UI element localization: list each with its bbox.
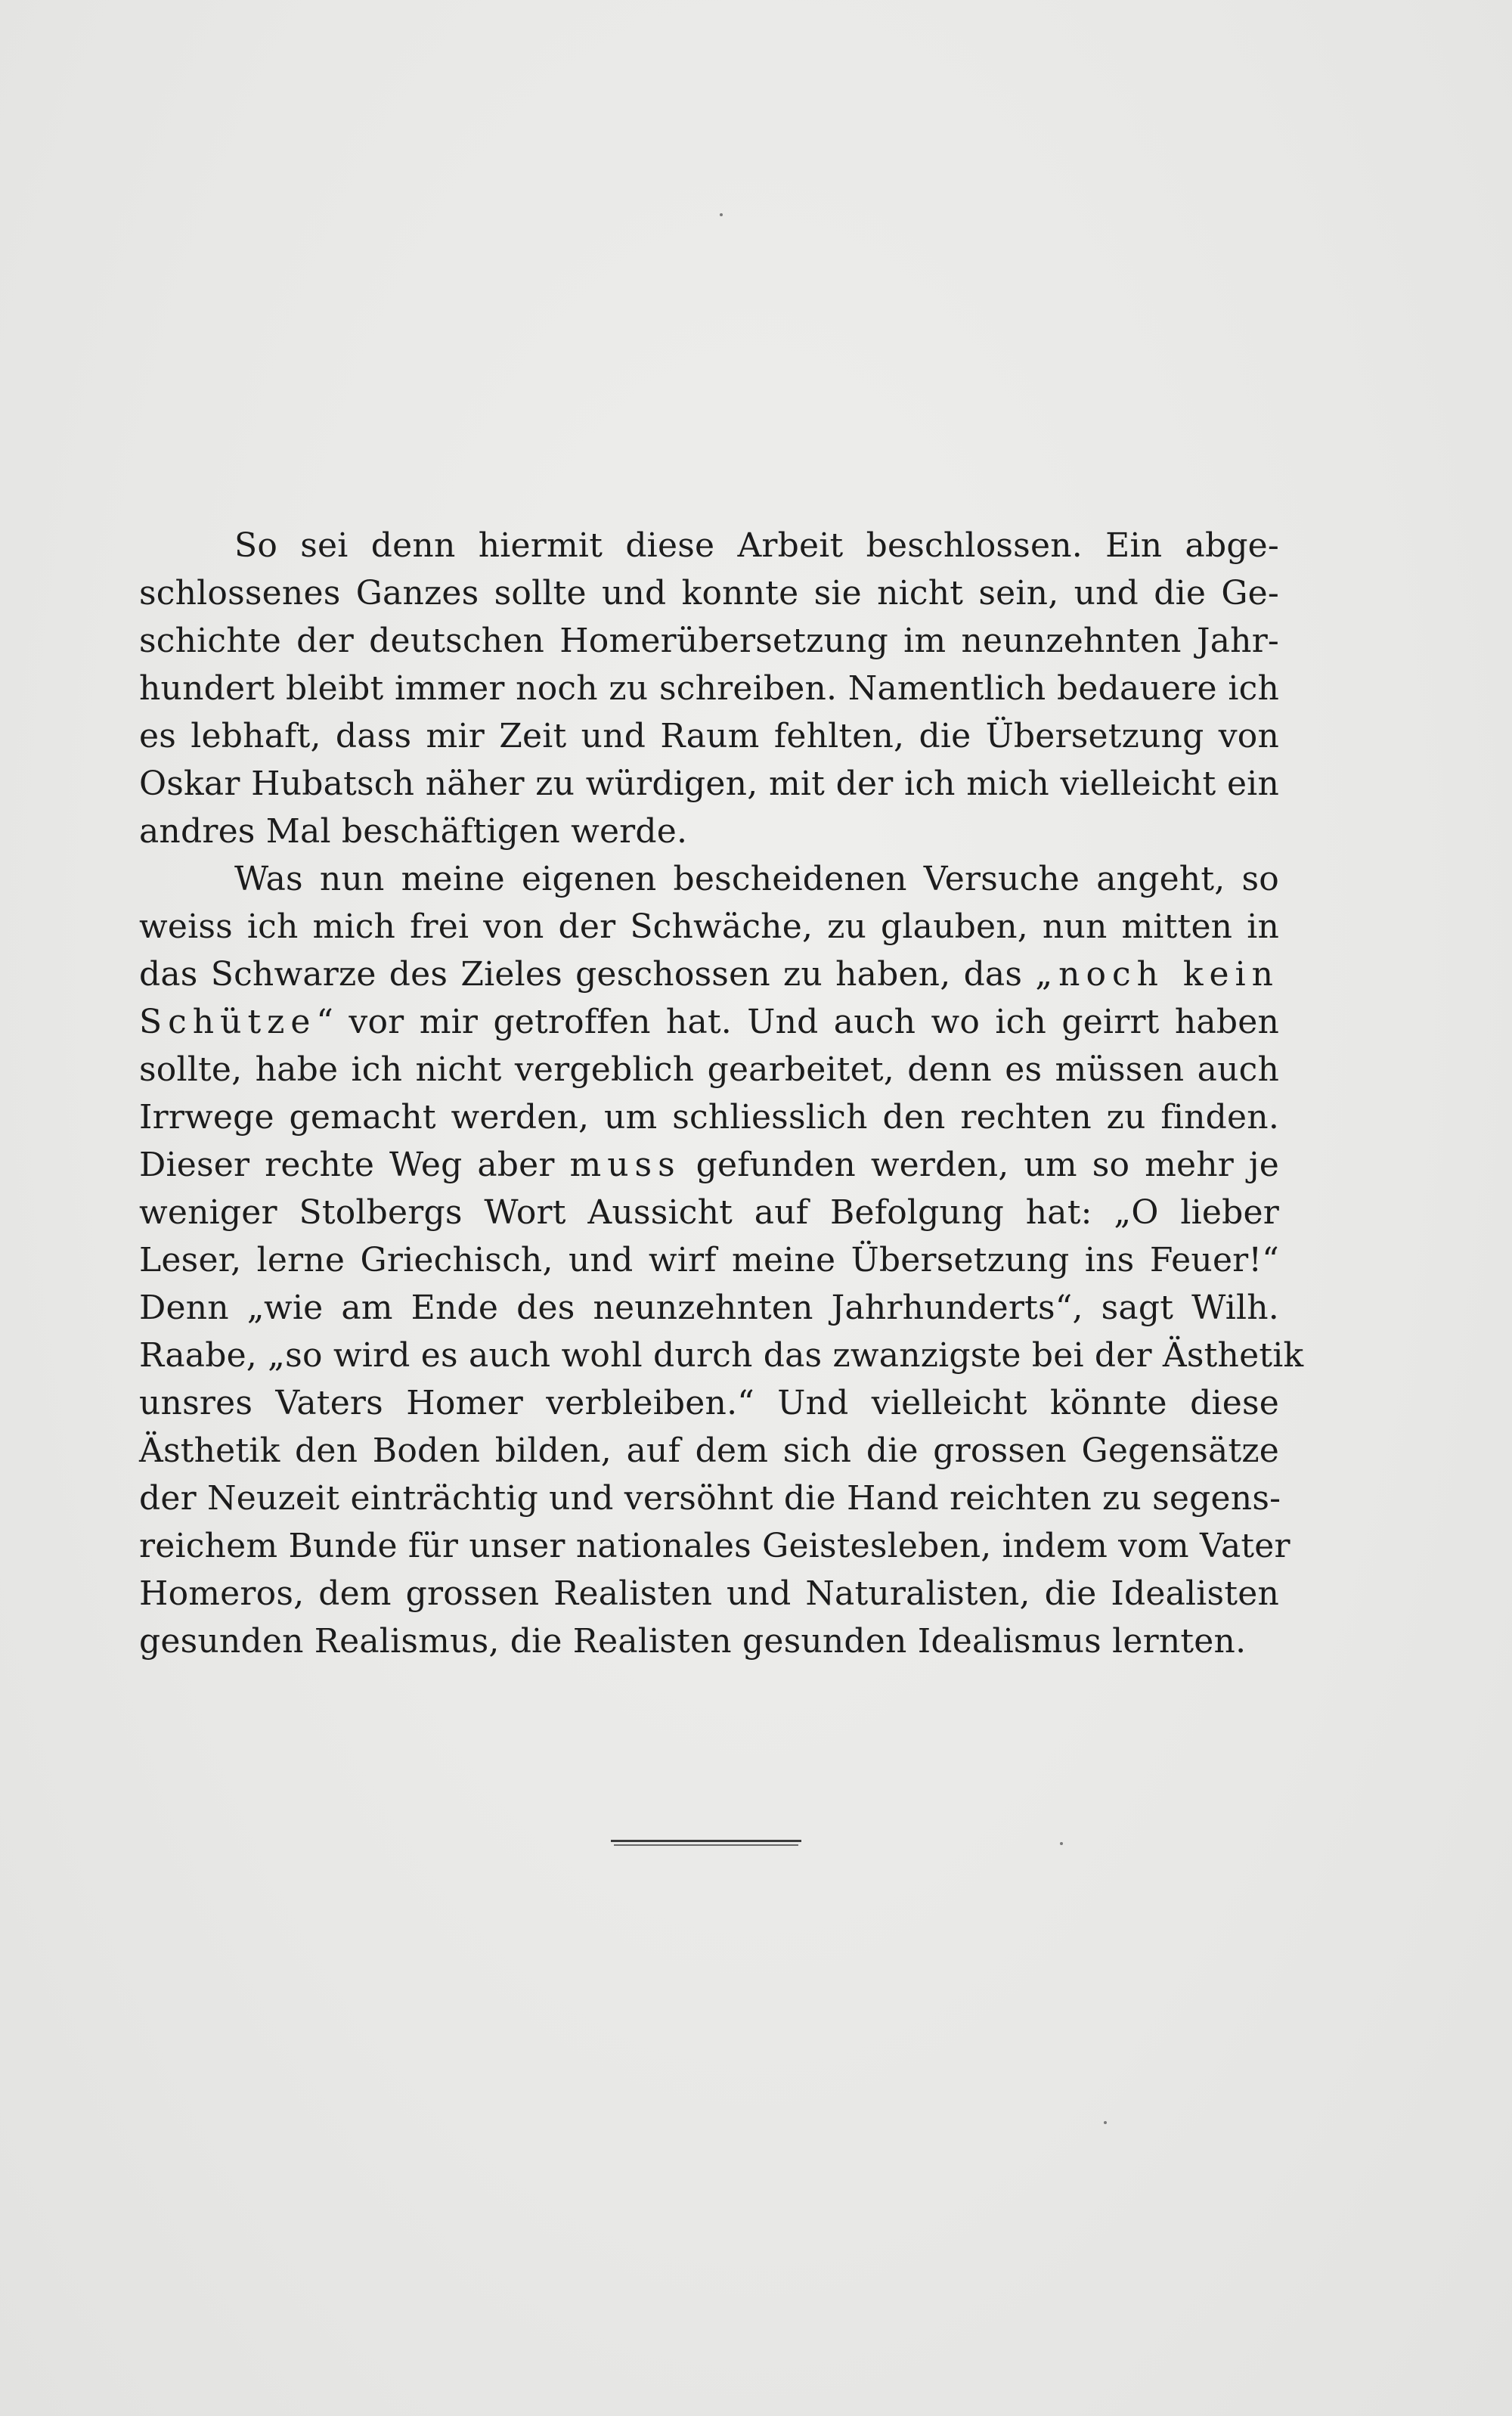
text-line: hundert bleibt immer noch zu schreiben. Namentlich bedauere ich xyxy=(139,669,1279,708)
text-line: andres Mal beschäftigen werde. xyxy=(139,812,688,851)
text-fragment: gefunden werden, um so mehr je xyxy=(696,1146,1279,1184)
text-fragment: das Schwarze des Zieles geschossen zu haben, das xyxy=(139,955,1023,994)
text-line: Was nun meine eigenen bescheidenen Versuche angeht, so xyxy=(234,860,1279,898)
closing-rule xyxy=(611,1840,801,1842)
text-line xyxy=(139,951,1279,998)
closing-rule-secondary xyxy=(614,1844,798,1846)
text-fragment: “ vor mir getroffen hat. Und auch wo ich geirrt haben xyxy=(316,1003,1279,1041)
text-line: Irrwege gemacht werden, um schliesslich den rechten zu finden. xyxy=(139,1098,1279,1137)
text-line: Leser, lerne Griechisch, und wirf meine Übersetzung ins Feuer!“ xyxy=(139,1241,1279,1279)
spaced-emphasis: muss xyxy=(569,1146,681,1184)
text-line xyxy=(139,1141,1279,1189)
text-line: Oskar Hubatsch näher zu würdigen, mit der ich mich vielleicht ein xyxy=(139,764,1279,803)
text-line: es lebhaft, dass mir Zeit und Raum fehlten, die Übersetzung von xyxy=(139,717,1279,755)
paper-speck xyxy=(1104,2121,1107,2124)
text-line: weniger Stolbergs Wort Aussicht auf Befolgung hat: „O lieber xyxy=(139,1193,1279,1232)
text-line: unsres Vaters Homer verbleiben.“ Und vielleicht könnte diese xyxy=(139,1384,1279,1422)
spaced-emphasis: Schütze xyxy=(139,1003,317,1041)
text-line: schichte der deutschen Homerübersetzung im neunzehnten Jahr- xyxy=(139,622,1279,660)
paper-speck xyxy=(720,213,723,216)
body-text xyxy=(139,522,1304,1665)
spaced-emphasis: „noch kein xyxy=(1035,955,1280,994)
text-line: Denn „wie am Ende des neunzehnten Jahrhunderts“, sagt Wilh. xyxy=(139,1289,1279,1327)
text-line: Ästhetik den Boden bilden, auf dem sich die grossen Gegensätze xyxy=(139,1431,1279,1470)
text-line: Raabe, „so wird es auch wohl durch das zwanzigste bei der Ästhetik xyxy=(139,1336,1304,1375)
text-line: weiss ich mich frei von der Schwäche, zu glauben, nun mitten in xyxy=(139,907,1279,946)
text-line: der Neuzeit einträchtig und versöhnt die Hand reichten zu segens- xyxy=(139,1479,1281,1518)
text-fragment: Dieser rechte Weg aber xyxy=(139,1146,555,1184)
paper-speck xyxy=(1060,1842,1063,1845)
text-line: reichem Bunde für unser nationales Geistesleben, indem vom Vater xyxy=(139,1527,1290,1565)
text-line: sollte, habe ich nicht vergeblich gearbeitet, denn es müssen auch xyxy=(139,1050,1279,1089)
text-line: gesunden Realismus, die Realisten gesunden Idealismus lernten. xyxy=(139,1622,1247,1661)
text-line: schlossenes Ganzes sollte und konnte sie nicht sein, und die Ge- xyxy=(139,574,1279,613)
text-line xyxy=(139,998,1279,1046)
text-line: Homeros, dem grossen Realisten und Naturalisten, die Idealisten xyxy=(139,1574,1279,1613)
text-line: So sei denn hiermit diese Arbeit beschlossen. Ein abge- xyxy=(234,526,1279,565)
